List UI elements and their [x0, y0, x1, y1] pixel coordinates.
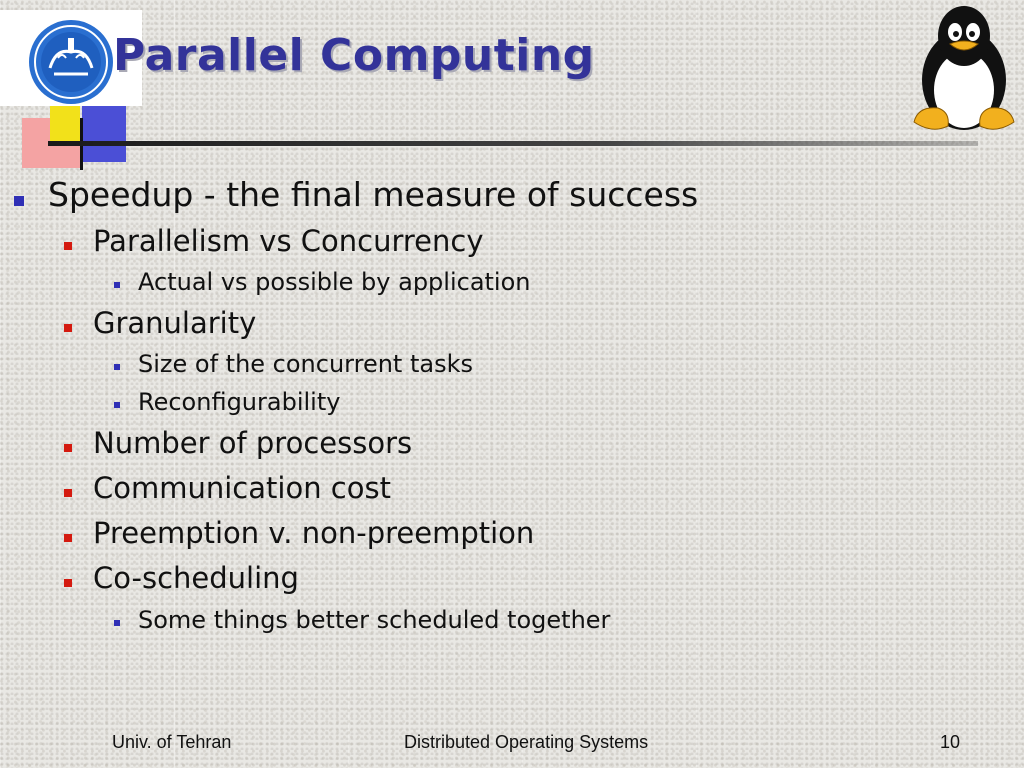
tux-penguin-icon: [908, 2, 1020, 136]
title-underline: [48, 141, 978, 146]
bullet-granularity: Granularity: [93, 306, 257, 340]
bullet-reconfigurability: Reconfigurability: [138, 388, 341, 416]
bullet-square-icon: [114, 282, 120, 288]
bullet-communication: Communication cost: [93, 471, 391, 505]
bullet-square-icon: [64, 534, 72, 542]
bullet-parallelism: Parallelism vs Concurrency: [93, 224, 484, 258]
university-seal-icon: [26, 18, 116, 106]
decor-blue-block: [82, 106, 126, 162]
footer-page-number: 10: [940, 732, 961, 752]
bullet-preemption: Preemption v. non-preemption: [93, 516, 535, 550]
bullet-processors: Number of processors: [93, 426, 413, 460]
bullet-square-icon: [64, 579, 72, 587]
bullet-scheduled-together: Some things better scheduled together: [138, 606, 611, 634]
bullet-square-icon: [64, 242, 72, 250]
bullet-speedup: Speedup - the final measure of success: [48, 175, 699, 214]
bullet-square-icon: [14, 196, 24, 206]
bullet-square-icon: [114, 364, 120, 370]
bullet-square-icon: [64, 444, 72, 452]
bullet-coscheduling: Co-scheduling: [93, 561, 299, 595]
footer-university: Univ. of Tehran: [112, 732, 232, 752]
bullet-square-icon: [114, 620, 120, 626]
bullet-actual-vs-possible: Actual vs possible by application: [138, 268, 531, 296]
bullet-square-icon: [64, 489, 72, 497]
bullet-square-icon: [64, 324, 72, 332]
footer-course: Distributed Operating Systems: [404, 732, 649, 752]
bullet-square-icon: [114, 402, 120, 408]
bullet-task-size: Size of the concurrent tasks: [138, 350, 473, 378]
slide-title: Parallel Computing: [113, 30, 595, 81]
decor-yellow-block: [50, 106, 80, 146]
